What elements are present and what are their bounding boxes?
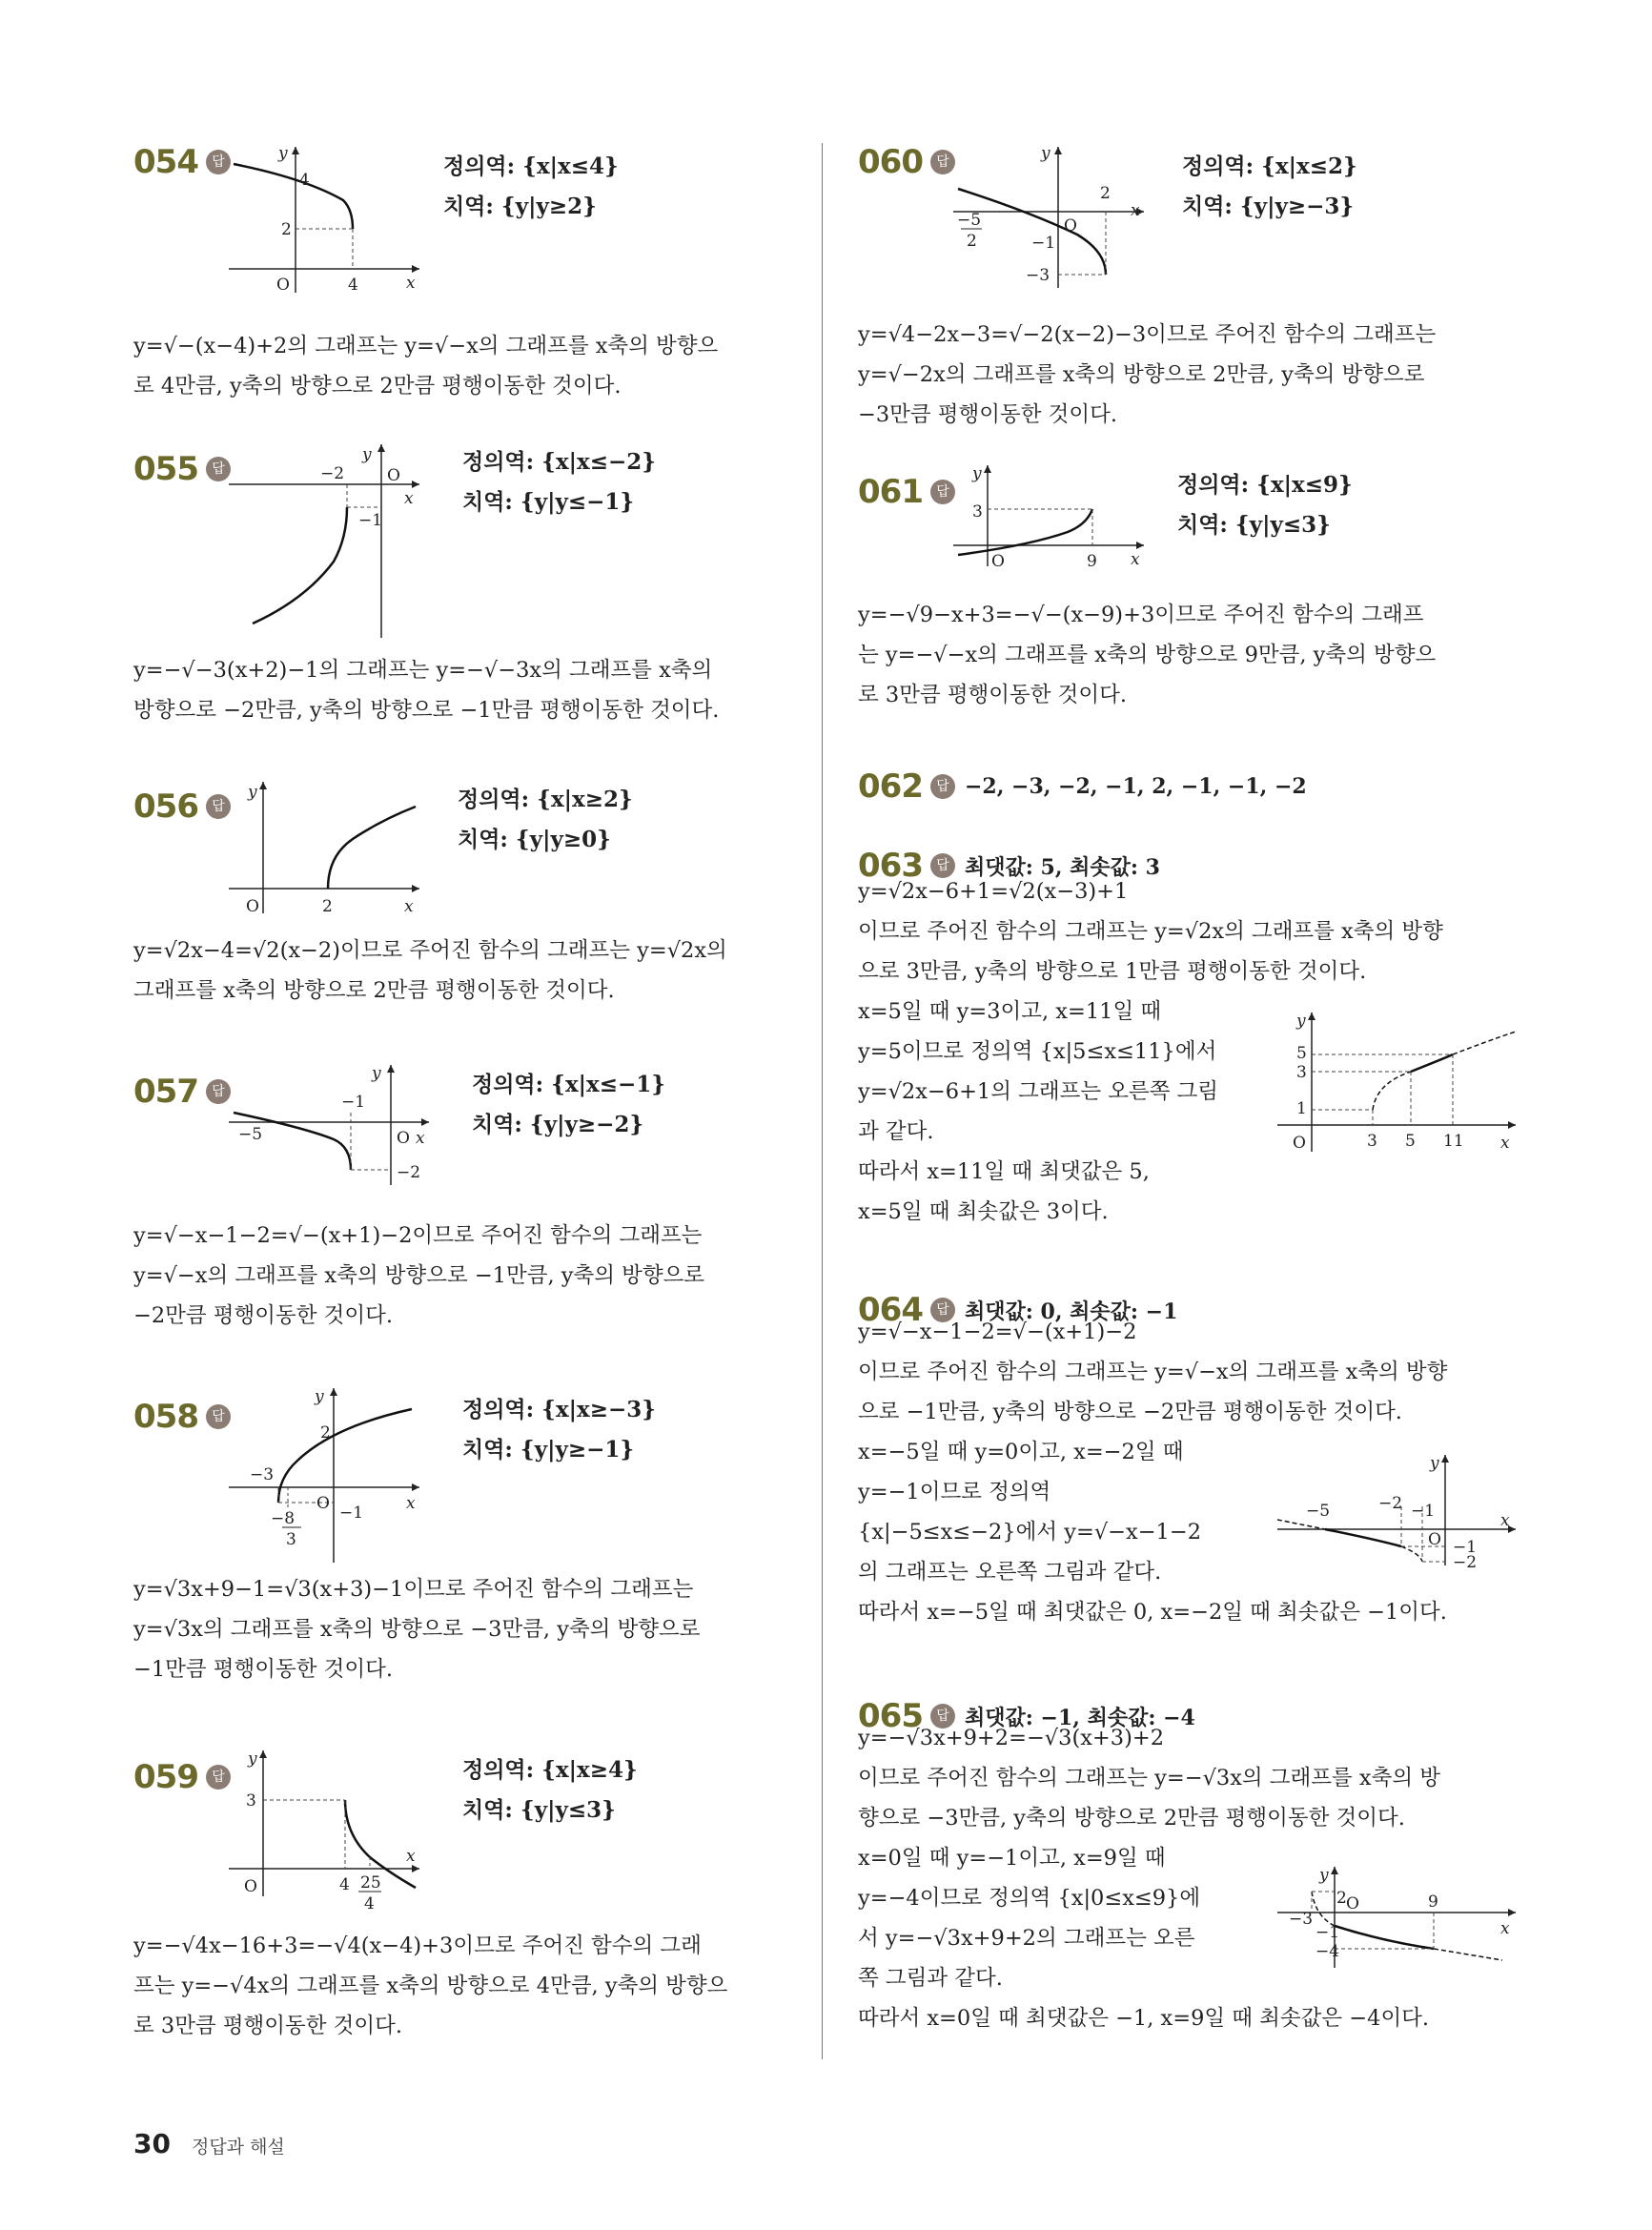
x-axis-label: x — [1131, 201, 1140, 220]
tick-label: 11 — [1443, 1132, 1464, 1151]
line: 따라서 x=11일 때 최댓값은 5, — [858, 1159, 1150, 1184]
line: 로 3만큼 평행이동한 것이다. — [858, 683, 1128, 707]
range-text: 치역: {y|y≥−3} — [1182, 194, 1355, 219]
explanation — [133, 1569, 801, 1689]
line: 이므로 주어진 함수의 그래프는 y=√−x의 그래프를 x축의 방향 — [858, 1360, 1448, 1384]
y-axis-label: y — [248, 1749, 257, 1769]
x-axis-label: x — [1500, 1919, 1510, 1938]
line: 그래프를 x축의 방향으로 2만큼 평행이동한 것이다. — [133, 978, 615, 1003]
x-axis-label: x — [406, 274, 416, 293]
explanation — [133, 650, 801, 730]
tick-label: −2 — [1453, 1553, 1478, 1567]
page-footer — [133, 2128, 285, 2159]
tick-label: 3 — [1296, 1063, 1307, 1082]
line: x=5일 때 y=3이고, x=11일 때 — [858, 999, 1162, 1024]
domain-range — [462, 1750, 638, 1831]
range-text: 치역: {y|y≤3} — [1177, 512, 1331, 538]
line: −3만큼 평행이동한 것이다. — [858, 402, 1117, 427]
line: y=√4−2x−3=√−2(x−2)−3이므로 주어진 함수의 그래프는 — [858, 322, 1437, 347]
tick-label: −3 — [1026, 266, 1050, 285]
tick-label: 5 — [1296, 1044, 1307, 1063]
line: 이므로 주어진 함수의 그래프는 y=−√3x의 그래프를 x축의 방 — [858, 1766, 1440, 1790]
origin-label: O — [1293, 1134, 1306, 1153]
y-axis-label: y — [362, 445, 372, 464]
y-axis-label: y — [278, 145, 288, 163]
tick-label: 9 — [1087, 552, 1097, 568]
origin-label: O — [1346, 1894, 1359, 1913]
origin-label: O — [246, 897, 259, 916]
range-text: 치역: {y|y≥−2} — [472, 1112, 644, 1137]
problem-number: 059 — [133, 1758, 198, 1796]
line: y=5이므로 정의역 {x|5≤x≤11}에서 — [858, 1039, 1217, 1064]
tick-label: −5 — [1306, 1502, 1331, 1521]
answer-badge: 답 — [206, 1079, 231, 1104]
problem-number: 062 — [858, 767, 923, 806]
graph-060 — [953, 145, 1144, 288]
range-text: 치역: {y|y≥2} — [443, 194, 597, 219]
answer-badge: 답 — [206, 794, 231, 819]
problem-number: 055 — [133, 450, 198, 488]
origin-label: O — [1064, 216, 1077, 235]
explanation — [858, 595, 1525, 715]
range-text: 치역: {y|y≥0} — [458, 827, 611, 852]
page-label: 정답과 해설 — [191, 2137, 285, 2158]
y-axis-label: y — [1430, 1454, 1439, 1473]
problem-number: 054 — [133, 143, 198, 181]
x-axis-label: x — [406, 1847, 416, 1866]
x-axis-label: x — [404, 897, 414, 916]
line: y=√−(x−4)+2의 그래프는 y=√−x의 그래프를 x축의 방향으 — [133, 334, 719, 358]
y-axis-label: y — [1041, 145, 1050, 163]
line: 따라서 x=−5일 때 최댓값은 0, x=−2일 때 최솟값은 −1이다. — [858, 1600, 1447, 1625]
range-text: 치역: {y|y≤3} — [462, 1797, 616, 1823]
y-axis-label: y — [315, 1387, 324, 1406]
answer-badge: 답 — [930, 1704, 955, 1729]
tick-label: −1 — [1453, 1538, 1478, 1557]
tick-label: 2 — [1100, 184, 1111, 203]
y-axis-label: y — [1296, 1012, 1306, 1031]
explanation — [858, 315, 1525, 435]
line: y=√2x−6+1의 그래프는 오른쪽 그림 — [858, 1079, 1219, 1104]
origin-label: O — [1428, 1530, 1441, 1549]
x-axis-label: x — [416, 1129, 425, 1148]
line: y=√2x−6+1=√2(x−3)+1 — [858, 879, 1129, 904]
line: y=√3x+9−1=√3(x+3)−1이므로 주어진 함수의 그래프는 — [133, 1577, 694, 1602]
line: 으로 −1만큼, y축의 방향으로 −2만큼 평행이동한 것이다. — [858, 1400, 1402, 1424]
tick-label: −3 — [1289, 1910, 1314, 1929]
line: y=√−x의 그래프를 x축의 방향으로 −1만큼, y축의 방향으로 — [133, 1263, 705, 1288]
tick-label: 4 — [348, 276, 358, 293]
answer-text: 최댓값: 5, 최솟값: 3 — [964, 854, 1160, 880]
domain-text: 정의역: {x|x≤2} — [1182, 153, 1357, 179]
line: 과 같다. — [858, 1119, 934, 1144]
line: 로 4만큼, y축의 방향으로 2만큼 평행이동한 것이다. — [133, 374, 622, 399]
problem-062-header — [858, 767, 1307, 806]
graph-057 — [229, 1063, 429, 1187]
line: y=−1이므로 정의역 — [858, 1480, 1051, 1504]
y-axis-label: y — [1319, 1866, 1329, 1885]
line: 프는 y=−√4x의 그래프를 x축의 방향으로 4만큼, y축의 방향으 — [133, 1974, 728, 1998]
problem-054-header — [133, 143, 231, 181]
line: y=−√3x+9+2=−√3(x+3)+2 — [858, 1726, 1165, 1750]
line: 방향으로 −2만큼, y축의 방향으로 −1만큼 평행이동한 것이다. — [133, 698, 720, 723]
line: 의 그래프는 오른쪽 그림과 같다. — [858, 1560, 1162, 1585]
tick-label: 2 — [967, 232, 977, 251]
line: y=−√4x−16+3=−√4(x−4)+3이므로 주어진 함수의 그래 — [133, 1933, 702, 1958]
x-axis-label: x — [1500, 1511, 1510, 1530]
explanation — [133, 1926, 801, 2046]
tick-label: 4 — [299, 171, 310, 190]
problem-059-header — [133, 1758, 231, 1796]
tick-label: 2 — [1336, 1889, 1347, 1908]
graph-063 — [1277, 1011, 1516, 1154]
tick-label: 2 — [322, 897, 333, 916]
tick-label: 4 — [339, 1875, 350, 1894]
domain-range — [443, 147, 619, 227]
answer-text: −2, −3, −2, −1, 2, −1, −1, −2 — [964, 774, 1307, 799]
answer-badge: 답 — [930, 150, 955, 174]
line: y=−√9−x+3=−√−(x−9)+3이므로 주어진 함수의 그래프 — [858, 603, 1424, 627]
tick-label: −1 — [1411, 1502, 1436, 1521]
range-text: 치역: {y|y≥−1} — [462, 1437, 635, 1463]
line: y=√−x−1−2=√−(x+1)−2이므로 주어진 함수의 그래프는 — [133, 1223, 703, 1248]
line: 로 3만큼 평행이동한 것이다. — [133, 2014, 403, 2038]
tick-label: −1 — [341, 1093, 366, 1112]
tick-label: −1 — [1031, 234, 1056, 253]
domain-range — [472, 1065, 665, 1145]
line: x=−5일 때 y=0이고, x=−2일 때 — [858, 1440, 1184, 1464]
answer-badge: 답 — [930, 1298, 955, 1322]
origin-label: O — [397, 1129, 410, 1148]
problem-number: 058 — [133, 1398, 198, 1436]
line: 이므로 주어진 함수의 그래프는 y=√2x의 그래프를 x축의 방향 — [858, 919, 1443, 944]
answer-badge: 답 — [206, 1404, 231, 1429]
x-axis-label: x — [406, 1494, 416, 1513]
graph-059 — [229, 1749, 419, 1915]
tick-label: −4 — [1315, 1942, 1340, 1961]
problem-number: 061 — [858, 473, 923, 511]
origin-label: O — [276, 276, 290, 293]
line: −1만큼 평행이동한 것이다. — [133, 1657, 393, 1682]
domain-text: 정의역: {x|x≤9} — [1177, 472, 1353, 498]
domain-text: 정의역: {x|x≥2} — [458, 787, 633, 812]
graph-058 — [229, 1386, 419, 1563]
tick-label: 25 — [360, 1873, 381, 1892]
tick-label: −1 — [339, 1504, 364, 1523]
y-axis-label: y — [972, 464, 982, 483]
tick-label: −1 — [358, 511, 383, 530]
problem-060-header — [858, 143, 955, 181]
line: y=√2x−4=√2(x−2)이므로 주어진 함수의 그래프는 y=√2x의 — [133, 938, 727, 963]
tick-label: 3 — [286, 1530, 296, 1549]
graph-065 — [1277, 1865, 1516, 1970]
domain-range — [1177, 465, 1353, 545]
line: 쪽 그림과 같다. — [858, 1966, 1003, 1991]
domain-text: 정의역: {x|x≥−3} — [462, 1397, 657, 1422]
graph-064 — [1277, 1453, 1516, 1567]
graph-061 — [953, 463, 1144, 568]
page-number: 30 — [133, 2128, 171, 2159]
line: {x|−5≤x≤−2}에서 y=√−x−1−2 — [858, 1520, 1202, 1545]
line: y=√−2x의 그래프를 x축의 방향으로 2만큼, y축의 방향으로 — [858, 362, 1425, 387]
y-axis-label: y — [372, 1064, 381, 1083]
tick-label: −1 — [1315, 1923, 1340, 1942]
answer-text: 최댓값: 0, 최솟값: −1 — [964, 1299, 1178, 1324]
tick-label: 9 — [1428, 1892, 1438, 1912]
answer-badge: 답 — [206, 1765, 231, 1790]
tick-label: −3 — [250, 1465, 275, 1484]
tick-label: 5 — [1405, 1132, 1416, 1151]
tick-label: 1 — [1296, 1099, 1307, 1118]
origin-label: O — [316, 1494, 330, 1513]
line: x=0일 때 y=−1이고, x=9일 때 — [858, 1846, 1166, 1871]
answer-badge: 답 — [206, 457, 231, 481]
tick-label: −5 — [238, 1125, 263, 1144]
domain-text: 정의역: {x|x≤−2} — [462, 449, 657, 475]
tick-label: −2 — [320, 464, 345, 483]
answer-badge: 답 — [930, 853, 955, 878]
column-divider — [822, 143, 823, 2059]
tick-label: 3 — [972, 502, 983, 522]
origin-label: O — [387, 466, 400, 485]
problem-number: 063 — [858, 847, 923, 885]
line: y=−4이므로 정의역 {x|0≤x≤9}에 — [858, 1886, 1201, 1911]
line: y=−√−3(x+2)−1의 그래프는 y=−√−3x의 그래프를 x축의 — [133, 658, 713, 683]
explanation — [133, 326, 801, 406]
line: y=√3x의 그래프를 x축의 방향으로 −3만큼, y축의 방향으로 — [133, 1617, 701, 1642]
explanation — [133, 1216, 801, 1336]
domain-range — [1182, 147, 1357, 227]
domain-range — [462, 442, 656, 522]
problem-number: 060 — [858, 143, 923, 181]
domain-text: 정의역: {x|x≥4} — [462, 1757, 638, 1783]
line: −2만큼 평행이동한 것이다. — [133, 1303, 393, 1328]
tick-label: 4 — [364, 1894, 375, 1913]
tick-label: 3 — [1367, 1132, 1377, 1151]
y-axis-label: y — [248, 783, 257, 802]
explanation — [133, 931, 801, 1011]
line: 따라서 x=0일 때 최댓값은 −1, x=9일 때 최솟값은 −4이다. — [858, 2006, 1430, 2031]
tick-label: −2 — [1378, 1494, 1403, 1513]
domain-range — [462, 1390, 656, 1470]
line: y=√−x−1−2=√−(x+1)−2 — [858, 1320, 1137, 1344]
graph-054 — [229, 145, 419, 293]
tick-label: −2 — [397, 1163, 421, 1182]
line: 는 y=−√−x의 그래프를 x축의 방향으로 9만큼, y축의 방향으 — [858, 643, 1437, 667]
answer-badge: 답 — [930, 774, 955, 799]
origin-label: O — [991, 552, 1005, 568]
origin-label: O — [244, 1877, 257, 1896]
problem-number: 057 — [133, 1073, 198, 1111]
answer-badge: 답 — [206, 150, 231, 174]
tick-label: 2 — [281, 220, 292, 239]
tick-label: 3 — [246, 1791, 256, 1811]
problem-number: 064 — [858, 1291, 923, 1329]
problem-058-header — [133, 1398, 231, 1436]
x-axis-label: x — [1131, 550, 1140, 568]
tick-label: −5 — [957, 211, 982, 230]
x-axis-label: x — [1500, 1134, 1510, 1153]
graph-055 — [229, 442, 419, 638]
line: x=5일 때 최솟값은 3이다. — [858, 1199, 1109, 1224]
tick-label: 2 — [320, 1423, 331, 1442]
problem-057-header — [133, 1073, 231, 1111]
problem-056-header — [133, 788, 231, 826]
range-text: 치역: {y|y≤−1} — [462, 489, 635, 515]
problem-number: 056 — [133, 788, 198, 826]
domain-range — [458, 780, 633, 860]
line: 향으로 −3만큼, y축의 방향으로 2만큼 평행이동한 것이다. — [858, 1806, 1405, 1831]
x-axis-label: x — [404, 489, 414, 508]
problem-055-header — [133, 450, 231, 488]
problem-061-header — [858, 473, 955, 511]
graph-056 — [229, 780, 419, 918]
domain-text: 정의역: {x|x≤4} — [443, 153, 619, 179]
domain-text: 정의역: {x|x≤−1} — [472, 1072, 666, 1097]
tick-label: −8 — [271, 1509, 296, 1528]
answer-badge: 답 — [930, 480, 955, 504]
problem-number: 065 — [858, 1697, 923, 1735]
answer-text: 최댓값: −1, 최솟값: −4 — [964, 1705, 1195, 1730]
line: 서 y=−√3x+9+2의 그래프는 오른 — [858, 1926, 1195, 1951]
line: 으로 3만큼, y축의 방향으로 1만큼 평행이동한 것이다. — [858, 959, 1367, 984]
